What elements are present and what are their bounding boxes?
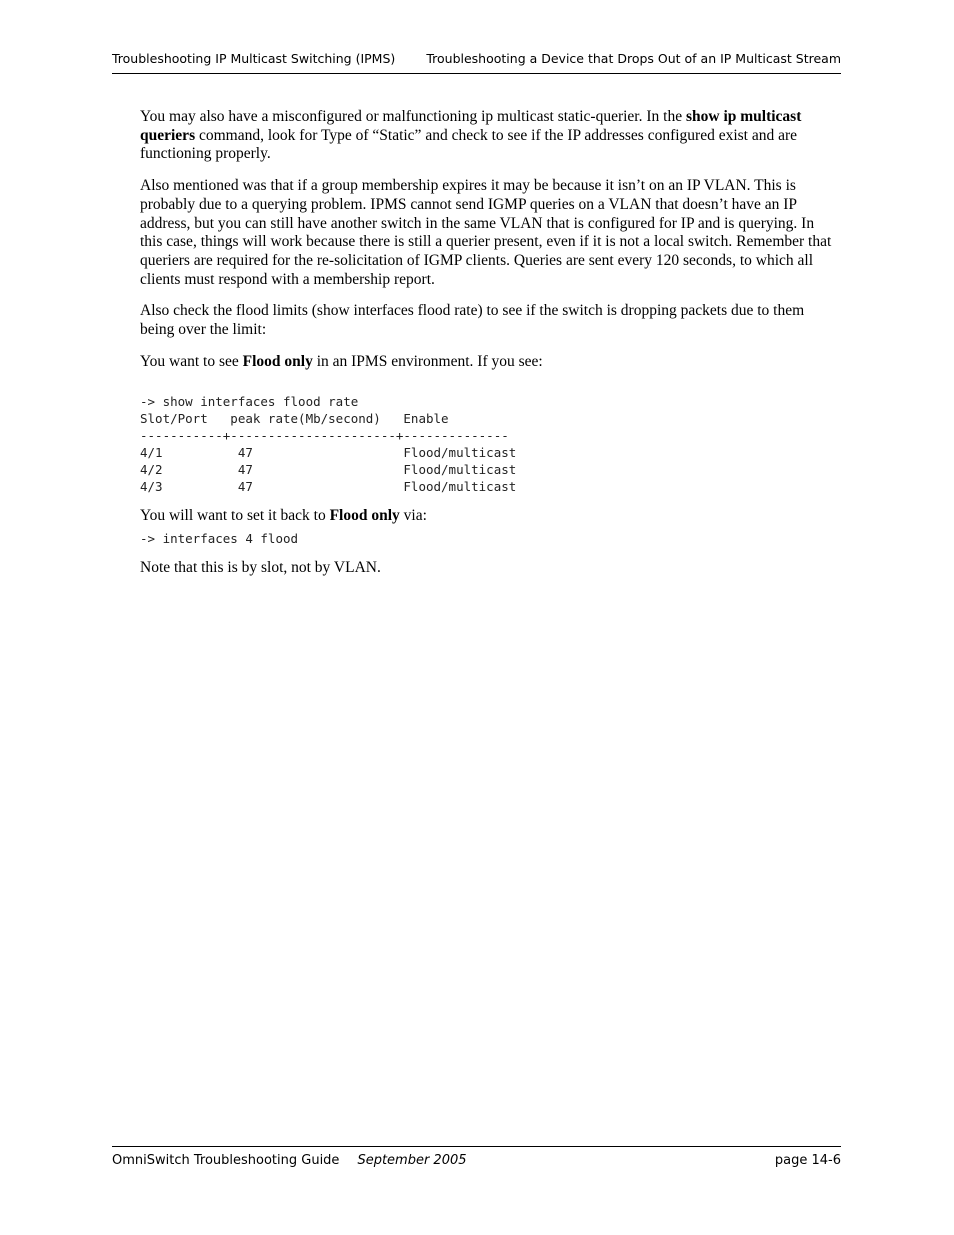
paragraph-note: Note that this is by slot, not by VLAN. bbox=[140, 559, 381, 577]
page-header bbox=[112, 51, 841, 74]
text: via: bbox=[399, 507, 427, 525]
paragraph-static-querier bbox=[140, 108, 840, 164]
page-footer bbox=[112, 1146, 841, 1168]
paragraph-flood-limits: Also check the flood limits (show interfaces flood rate) to see if the switch is dropping packets due to them being over the limit: bbox=[140, 302, 805, 339]
footer-date: September 2005 bbox=[357, 1153, 467, 1168]
main-content bbox=[140, 108, 840, 591]
text: You may also have a misconfigured or malfunctioning ip multicast static-querier. In the bbox=[140, 108, 686, 125]
text: You want to see bbox=[140, 352, 243, 370]
header-chapter-title: Troubleshooting IP Multicast Switching (IPMS) bbox=[112, 51, 396, 66]
code-flood-rate-output: -> show interfaces flood rate Slot/Port peak rate(Mb/second) Enable -----------+----------------------+-------------- 4/1 47 Flood/multicast 4/2 47 Flood/multicast 4/3 47 Flood/multicast bbox=[140, 394, 517, 495]
paragraph-group-membership: Also mentioned was that if a group membership expires it may be because it isn’t on an IP VLAN. This is probably due to a querying problem. IPMS cannot send IGMP queries on a VLAN that doesn’t have an IP address, but you can still have another switch in the same VLAN that is configured for IP and is querying. In this case, things will work because there is still a querier present, even if it is not a local switch. Remember that queriers are required for the re-solicitation of IGMP clients. Queries are sent every 120 seconds, to which all clients must respond with a membership report. bbox=[140, 177, 832, 288]
text: in an IPMS environment. If you see: bbox=[312, 352, 543, 370]
header-section-title: Troubleshooting a Device that Drops Out of an IP Multicast Stream bbox=[426, 51, 841, 66]
paragraph-set-back bbox=[140, 507, 840, 526]
emphasis: Flood only bbox=[242, 352, 313, 370]
paragraph-flood-only bbox=[140, 353, 840, 372]
command-name: show ip multicast queriers bbox=[140, 108, 802, 144]
footer-guide-title: OmniSwitch Troubleshooting Guide bbox=[112, 1153, 340, 1168]
code-interfaces-flood: -> interfaces 4 flood bbox=[140, 531, 299, 547]
emphasis: Flood only bbox=[329, 507, 400, 525]
text: command, look for Type of “Static” and check to see if the IP addresses configured exist and are functioning properly. bbox=[140, 126, 798, 163]
text: You will want to set it back to bbox=[140, 507, 330, 525]
footer-page-number: page 14-6 bbox=[774, 1153, 841, 1168]
